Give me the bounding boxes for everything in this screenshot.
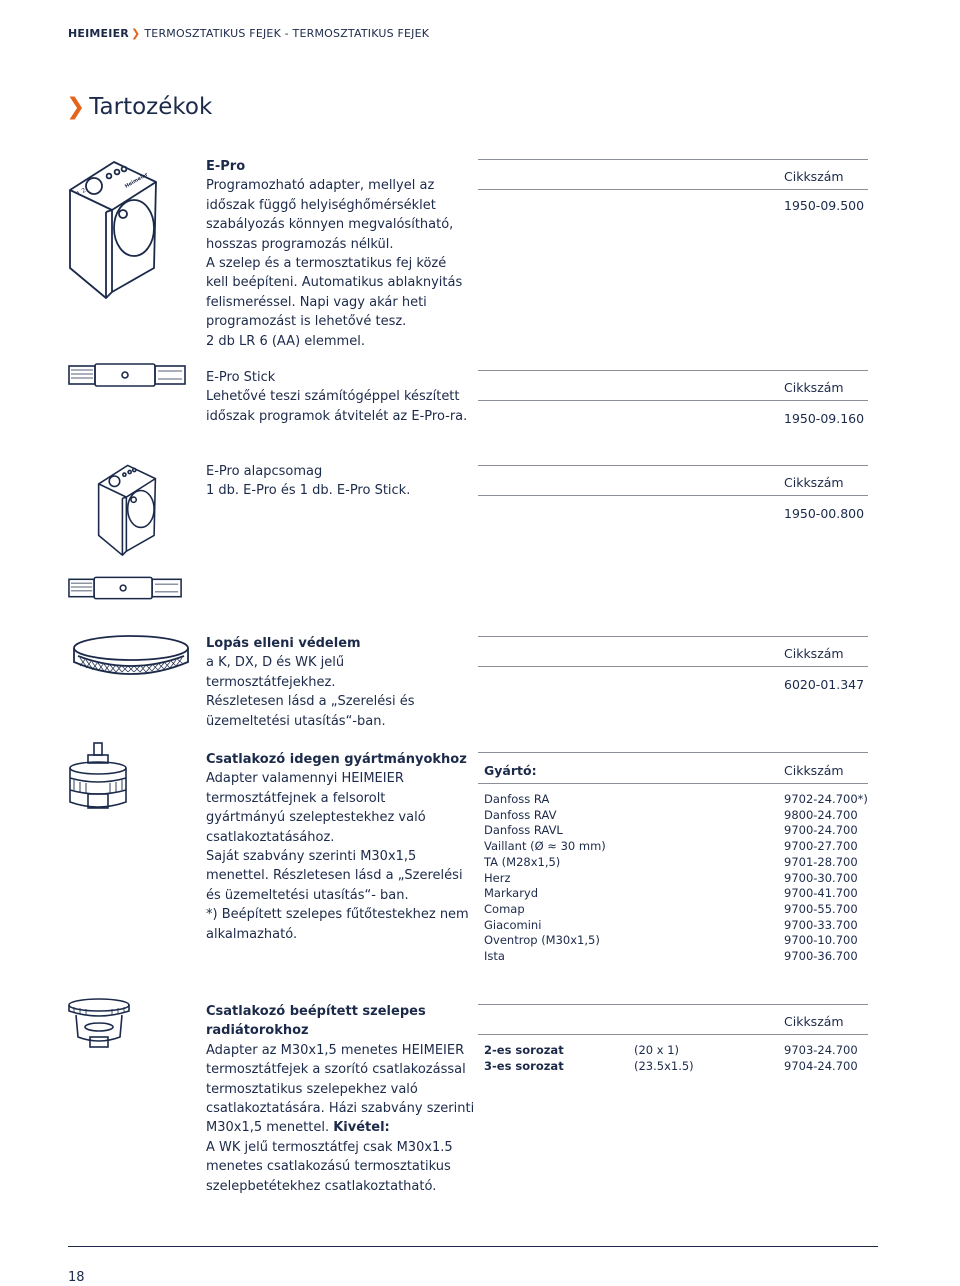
manufacturer-name: Markaryd	[484, 886, 539, 901]
article-number: 9700-30.700	[784, 870, 858, 885]
code-label: Cikkszám	[784, 1014, 844, 1029]
desc-line: A szelep és a termosztatikus fej közé	[206, 256, 447, 272]
divider	[478, 1034, 868, 1035]
article-number: 9700-24.700	[784, 823, 858, 838]
divider	[478, 783, 868, 784]
radiator-adapter-description	[206, 1002, 474, 1196]
article-number: 1950-00.800	[784, 506, 865, 521]
code-label: Cikkszám	[784, 380, 844, 395]
code-label: Cikkszám	[784, 763, 844, 778]
desc-line: menettel. Részletesen lásd a „Szerelési	[206, 868, 463, 884]
article-number: 9700-36.700	[784, 949, 858, 964]
desc-line	[206, 1118, 474, 1137]
manufacturer-list	[484, 792, 606, 965]
manufacturer-name: Oventrop (M30x1,5)	[484, 933, 600, 948]
item-title: E-Pro	[206, 159, 246, 174]
divider	[478, 495, 868, 496]
item-title: Csatlakozó idegen gyártmányokhoz	[206, 752, 467, 767]
desc-line: termosztatikus szelepekhez való	[206, 1081, 418, 1097]
desc-line: alkalmazható.	[206, 926, 298, 942]
desc-line: szelepbetétekhez csatlakoztatható.	[206, 1178, 437, 1194]
divider	[478, 189, 868, 190]
article-number: 1950-09.500	[784, 198, 865, 213]
e-pro-stick-description	[206, 368, 467, 426]
series-size: (23.5x1.5)	[634, 1058, 694, 1073]
article-number: 9700-33.700	[784, 917, 858, 932]
valve-adapter-icon	[66, 997, 132, 1049]
anti-theft-description	[206, 634, 415, 731]
series-name: 2-es sorozat	[484, 1043, 564, 1057]
manufacturer-name: Comap	[484, 901, 525, 916]
desc-line: szabályozás könnyen megvalósítható,	[206, 217, 454, 233]
code-label: Cikkszám	[784, 646, 844, 661]
desc-line: programozást is lehetővé tesz.	[206, 314, 407, 330]
manufacturer-name: Giacomini	[484, 917, 542, 932]
manufacturer-name: Danfoss RA	[484, 792, 550, 806]
adapter-fitting-icon	[66, 742, 130, 812]
article-number: 9703-24.700	[784, 1043, 858, 1057]
desc-line: Programozható adapter, mellyel az	[206, 178, 435, 194]
desc-line: termosztátfejek a szorító csatlakozással	[206, 1062, 466, 1078]
divider	[478, 636, 868, 637]
desc-line: 1 db. E-Pro és 1 db. E-Pro Stick.	[206, 483, 411, 499]
divider	[478, 400, 868, 401]
foreign-adapter-description	[206, 750, 469, 944]
desc-line: menetes csatlakozású termosztatikus	[206, 1159, 451, 1175]
desc-line: üzemeltetési utasítás“-ban.	[206, 713, 386, 729]
breadcrumb-path: TERMOSZTATIKUS FEJEK - TERMOSZTATIKUS FEJEK	[144, 27, 430, 40]
desc-line: csatlakoztatásához.	[206, 829, 335, 845]
e-pro-package-description	[206, 462, 410, 501]
manufacturer-name: Ista	[484, 949, 505, 964]
desc-line: gyártmányú szeleptestekhez való	[206, 810, 426, 826]
item-title: E-Pro alapcsomag	[206, 464, 323, 479]
desc-line: időszak programok átvitelét az E-Pro-ra.	[206, 408, 468, 424]
article-number: 9704-24.700	[784, 1058, 858, 1073]
e-pro-description	[206, 157, 462, 351]
series-size: (20 x 1)	[634, 1043, 680, 1057]
section-title	[66, 94, 212, 120]
e-pro-stick-icon	[68, 576, 184, 600]
chevron-right-icon: ❯	[66, 94, 86, 120]
item-title: E-Pro Stick	[206, 370, 276, 385]
desc-line: Saját szabvány szerinti M30x1,5	[206, 849, 417, 865]
item-title: radiátorokhoz	[206, 1023, 309, 1039]
manufacturer-name: Vaillant (Ø ≈ 30 mm)	[484, 839, 606, 854]
desc-line: Részletesen lásd a „Szerelési és	[206, 694, 415, 710]
svg-text:1 2: 1 2	[75, 186, 88, 198]
article-number: 9700-41.700	[784, 886, 858, 901]
chevron-right-icon: ❯	[130, 27, 141, 40]
desc-line: A WK jelű termosztátfej csak M30x1.5	[206, 1139, 453, 1155]
divider	[478, 159, 868, 160]
e-pro-adapter-icon	[96, 455, 162, 559]
desc-line: termosztátfejnek a felsorolt	[206, 790, 386, 806]
series-name: 3-es sorozat	[484, 1058, 564, 1073]
page-number: 18	[68, 1270, 85, 1285]
manufacturer-name: Danfoss RAVL	[484, 823, 563, 838]
footer-divider	[68, 1246, 878, 1247]
desc-line: csatlakoztatására. Házi szabvány szerinti	[206, 1101, 475, 1117]
article-number: 9700-27.700	[784, 839, 858, 854]
exception-label: Kivétel:	[333, 1120, 390, 1136]
divider	[478, 1004, 868, 1005]
code-label: Cikkszám	[784, 475, 844, 490]
e-pro-adapter-icon	[66, 150, 166, 300]
manufacturer-name: TA (M28x1,5)	[484, 854, 561, 869]
desc-line: Lehetővé teszi számítógéppel készített	[206, 389, 460, 405]
breadcrumb	[68, 27, 429, 40]
series-sizes	[634, 1043, 694, 1074]
svg-text:Heimeier: Heimeier	[124, 171, 150, 190]
manufacturer-name: Herz	[484, 870, 511, 885]
desc-line: a K, DX, D és WK jelű	[206, 655, 345, 671]
desc-line: és üzemeltetési utasítás“- ban.	[206, 887, 409, 903]
desc-line: hosszas programozás nélkül.	[206, 236, 394, 252]
desc-line: termosztátfejekhez.	[206, 674, 336, 690]
article-number: 9702-24.700*)	[784, 792, 868, 806]
article-number: 9700-55.700	[784, 901, 858, 916]
series-names	[484, 1043, 564, 1074]
article-number: 9800-24.700	[784, 807, 858, 822]
desc-line: Adapter valamennyi HEIMEIER	[206, 771, 404, 787]
manufacturer-codes	[784, 792, 868, 965]
manufacturer-name: Danfoss RAV	[484, 807, 557, 822]
divider	[478, 752, 868, 753]
item-title: Lopás elleni védelem	[206, 636, 361, 651]
desc-line: 2 db LR 6 (AA) elemmel.	[206, 333, 365, 349]
article-number: 9700-10.700	[784, 933, 858, 948]
article-number: 6020-01.347	[784, 677, 865, 692]
desc-line: *) Beépített szelepes fűtőtestekhez nem	[206, 907, 469, 923]
article-number: 1950-09.160	[784, 411, 865, 426]
divider	[478, 370, 868, 371]
article-number: 9701-28.700	[784, 854, 858, 869]
section-title-text: Tartozékok	[89, 94, 213, 120]
desc-line: kell beépíteni. Automatikus ablaknyitás	[206, 275, 463, 291]
code-label: Cikkszám	[784, 169, 844, 184]
item-title: Csatlakozó beépített szelepes	[206, 1004, 426, 1019]
divider	[478, 666, 868, 667]
desc-line: felismeréssel. Napi vagy akár heti	[206, 294, 427, 310]
divider	[478, 465, 868, 466]
brand-name: HEIMEIER	[68, 27, 129, 40]
manufacturer-label: Gyártó:	[484, 763, 537, 778]
e-pro-stick-icon	[68, 363, 188, 387]
anti-theft-ring-icon	[72, 632, 190, 682]
desc-line: Adapter az M30x1,5 menetes HEIMEIER	[206, 1042, 465, 1058]
series-codes	[784, 1043, 858, 1074]
desc-text: M30x1,5 menettel.	[206, 1120, 334, 1136]
desc-line: időszak függő helyiséghőmérséklet	[206, 197, 436, 213]
